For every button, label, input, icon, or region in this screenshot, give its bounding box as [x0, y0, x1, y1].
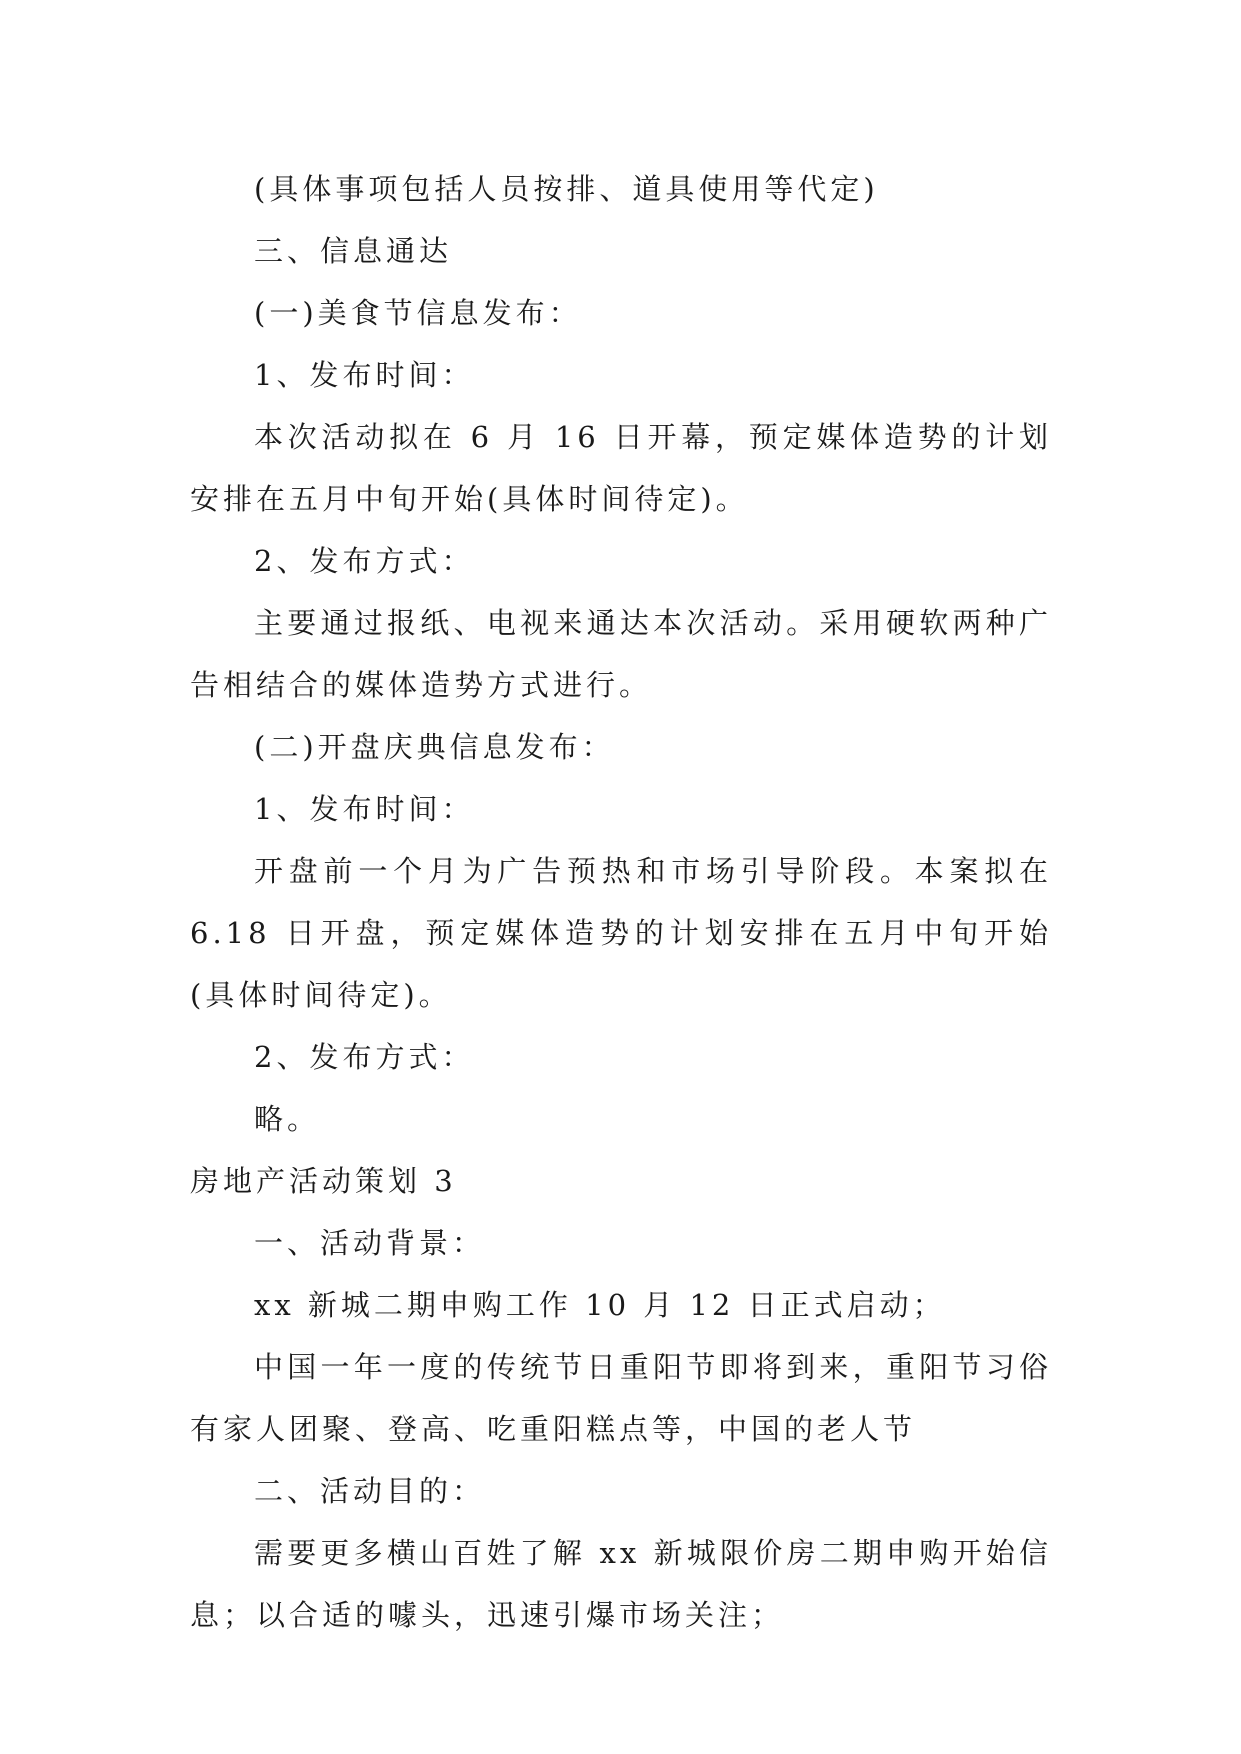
item-release-method: 2、发布方式：: [254, 544, 475, 578]
item-release-time-2: 1、发布时间：: [254, 792, 475, 826]
paragraph-opening-time: 开盘前一个月为广告预热和市场引导阶段。本案拟在 6.18 日开盘，预定媒体造势的计划安排在五月中旬开始(具体时间待定)。: [190, 854, 1052, 1012]
paragraph-arrangement-note: (具体事项包括人员按排、道具使用等代定): [254, 172, 879, 206]
paragraph-subscription-start: xx 新城二期申购工作 10 月 12 日正式启动；: [254, 1288, 946, 1322]
item-release-method-2: 2、发布方式：: [254, 1040, 475, 1074]
section-title-plan-3: 房地产活动策划 3: [190, 1164, 457, 1198]
paragraph-double-ninth-festival: 中国一年一度的传统节日重阳节即将到来，重阳节习俗有家人团聚、登高、吃重阳糕点等，中国的老人节: [190, 1350, 1052, 1446]
paragraph-food-festival-method: 主要通过报纸、电视来通达本次活动。采用硬软两种广告相结合的媒体造势方式进行。: [190, 606, 1052, 702]
paragraph-omitted: 略。: [254, 1102, 321, 1136]
heading-activity-background: 一、活动背景：: [254, 1226, 486, 1260]
paragraph-food-festival-time: 本次活动拟在 6 月 16 日开幕，预定媒体造势的计划安排在五月中旬开始(具体时间待定)。: [190, 420, 1052, 516]
document-body: [190, 158, 1052, 1646]
item-release-time: 1、发布时间：: [254, 358, 475, 392]
subheading-food-festival-release: (一)美食节信息发布：: [254, 296, 582, 330]
heading-information-release: 三、信息通达: [254, 234, 453, 268]
paragraph-activity-purpose: 需要更多横山百姓了解 xx 新城限价房二期申购开始信息；以合适的噱头，迅速引爆市场关注；: [190, 1536, 1052, 1632]
heading-activity-purpose: 二、活动目的：: [254, 1474, 486, 1508]
subheading-opening-ceremony-release: (二)开盘庆典信息发布：: [254, 730, 615, 764]
